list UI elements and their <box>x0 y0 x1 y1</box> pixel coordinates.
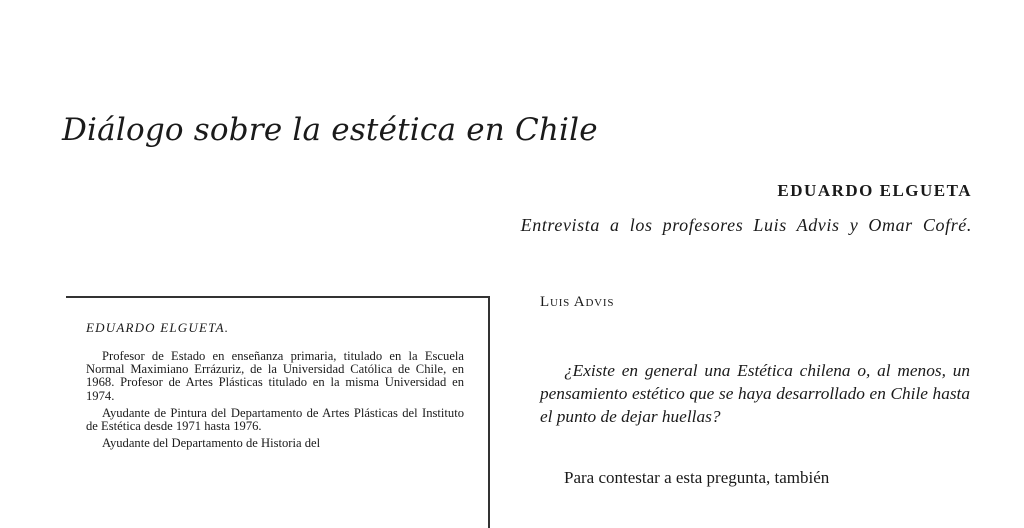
interview-answer: Para contestar a esta pregunta, también <box>564 468 830 487</box>
bio-name: EDUARDO ELGUETA. <box>86 320 230 335</box>
article-title: Diálogo sobre la estética en Chile <box>62 112 598 148</box>
article-subtitle: Entrevista a los profesores Luis Advis y Omar Cofré. <box>520 215 972 235</box>
article-author: EDUARDO ELGUETA <box>777 181 972 200</box>
bio-paragraph: Profesor de Estado en enseñanza primaria, titulado en la Escuela Normal Maximiano Errázuriz, de la Universidad Católica de Chile, en 1968. Profesor de Artes Plásticas titulado en la misma Universidad en 1974. <box>86 349 464 403</box>
bio-paragraph: Ayudante de Pintura del Departamento de Artes Plásticas del Instituto de Estética desde 1971 hasta 1976. <box>86 405 464 434</box>
interview-question: ¿Existe en general una Estética chilena o, al menos, un pensamiento estético que se haya desarrollado en Chile hasta el punto de dejar huellas? <box>540 361 970 426</box>
bio-text <box>86 350 464 454</box>
speaker-name-text: Luis Advis <box>540 294 615 310</box>
bio-paragraph: Ayudante del Departamento de Historia del <box>102 436 321 451</box>
author-bio-box <box>66 296 490 528</box>
interview-column <box>540 290 970 489</box>
speaker-name <box>540 294 970 311</box>
